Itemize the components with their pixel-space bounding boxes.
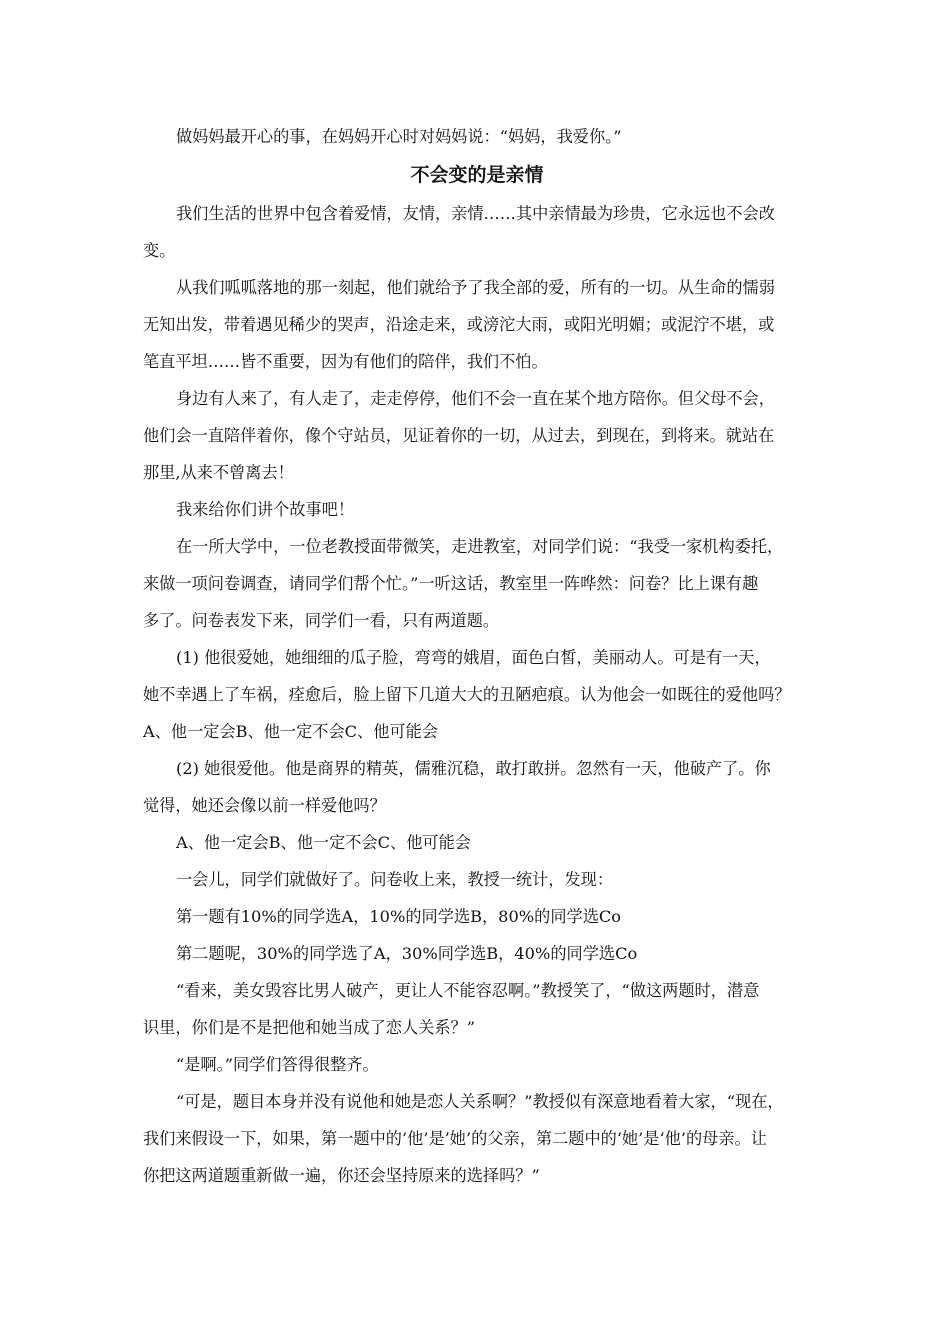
body-line: 一会儿，同学们就做好了。问卷收上来，教授一统计，发现：: [176, 870, 614, 889]
body-line: A、他一定会B、他一定不会C、他可能会: [176, 833, 471, 852]
body-line: A、他一定会B、他一定不会C、他可能会: [143, 722, 438, 741]
body-line: (2) 她很爱他。他是商界的精英，儒雅沉稳，敢打敢拼。忽然有一天，他破产了。你: [176, 759, 771, 778]
body-line: 多了。问卷表发下来，同学们一看，只有两道题。: [143, 611, 500, 630]
article-title: 不会变的是亲情: [410, 164, 544, 186]
body-line: 他们会一直陪伴着你，像个守站员，见证着你的一切，从过去，到现在，到将来。就站在: [143, 426, 775, 445]
body-line: “是啊。”同学们答得很整齐。: [176, 1055, 379, 1074]
body-line: 觉得，她还会像以前一样爱他吗？: [143, 796, 386, 815]
article-body: [143, 195, 811, 1194]
body-line: 来做一项问卷调查，请同学们帮个忙。”一听这话，教室里一阵哗然：问卷？比上课有趣: [143, 574, 759, 593]
body-line: 在一所大学中，一位老教授面带微笑，走进教室，对同学们说：“我受一家机构委托，: [176, 537, 784, 556]
body-line: “可是，题目本身并没有说他和她是恋人关系啊？”教授似有深意地看着大家，“现在，: [176, 1092, 784, 1111]
body-line: 识里，你们是不是把他和她当成了恋人关系？”: [143, 1018, 476, 1037]
body-line: 她不幸遇上了车祸，痊愈后，脸上留下几道大大的丑陋疤痕。认为他会一如既往的爱他吗？: [143, 685, 791, 704]
body-line: 那里,从来不曾离去！: [143, 463, 294, 482]
body-line: 无知出发，带着遇见稀少的哭声，沿途走来，或滂沱大雨，或阳光明媚；或泥泞不堪，或: [143, 315, 775, 334]
body-line: 第二题呢，30%的同学选了A，30%同学选B，40%的同学选Co: [176, 944, 638, 963]
body-line: 从我们呱呱落地的那一刻起，他们就给予了我全部的爱，所有的一切。从生命的懦弱: [176, 278, 775, 297]
intro-line: 做妈妈最开心的事，在妈妈开心时对妈妈说：“妈妈，我爱你。”: [176, 127, 622, 146]
body-line: 笔直平坦……皆不重要，因为有他们的陪伴，我们不怕。: [143, 352, 548, 371]
document-page: [143, 118, 811, 1194]
body-line: 身边有人来了，有人走了，走走停停，他们不会一直在某个地方陪你。但父母不会，: [176, 389, 775, 408]
body-line: 第一题有10%的同学选A，10%的同学选B，80%的同学选Co: [176, 907, 622, 926]
body-line: 我来给你们讲个故事吧！: [176, 500, 355, 519]
body-line: 我们来假设一下，如果，第一题中的’他’是’她’的父亲，第二题中的‘她’是‘他’的母亲。让: [143, 1129, 767, 1148]
body-line: “看来，美女毁容比男人破产，更让人不能容忍啊。”教授笑了，“做这两题时，潜意: [176, 981, 760, 1000]
body-line: (1) 他很爱她，她细细的瓜子脸，弯弯的娥眉，面色白皙，美丽动人。可是有一天，: [176, 648, 771, 667]
body-line: 变。: [143, 241, 176, 260]
body-line: 你把这两道题重新做一遍，你还会坚持原来的选择吗？”: [143, 1166, 540, 1185]
body-line: 我们生活的世界中包含着爱情，友情，亲情……其中亲情最为珍贵，它永远也不会改: [176, 204, 775, 223]
